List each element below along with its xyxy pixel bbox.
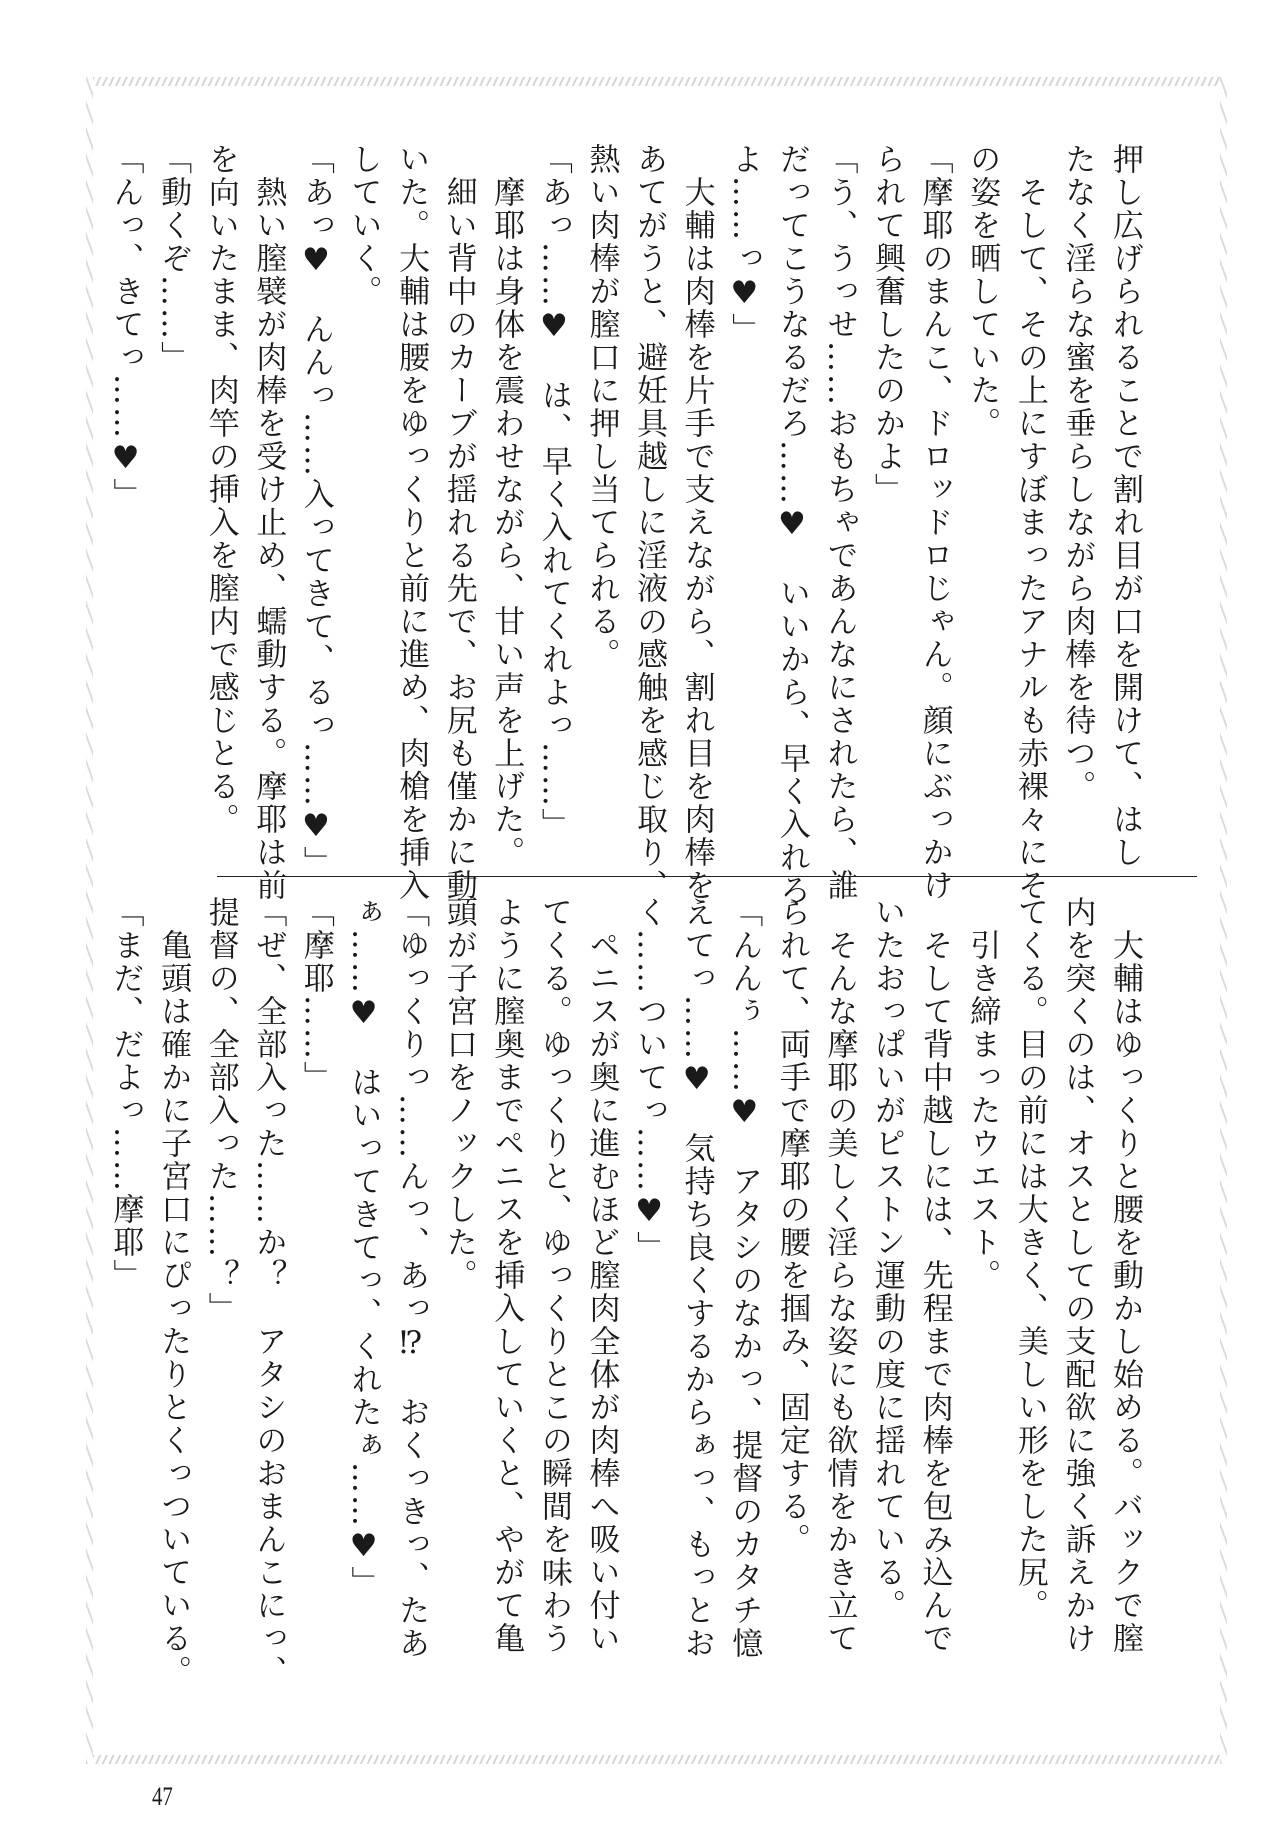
text-column: 熱い肉棒が膣口に押し当てられる。 — [583, 143, 620, 671]
frame-border-right — [1220, 77, 1227, 1764]
text-column: を向いたまま、肉竿の挿入を膣内で感じとる。 — [202, 143, 239, 836]
text-column: 押し広げられることで割れ目が口を開けて、はし — [1107, 143, 1143, 869]
text-column: てくる。ゆっくりと、ゆっくりとこの瞬間を味わう — [535, 896, 572, 1655]
text-column: 「あっ……♥ は、早く入れてくれよっ……」 — [535, 143, 572, 841]
text-column: られて興奮したのかよ」 — [869, 143, 906, 506]
text-column: の姿を晒していた。 — [964, 143, 1001, 440]
frame-border-left — [86, 77, 93, 1764]
text-column: あてがうと、避妊具越しに淫液の感触を感じ取り、 — [631, 143, 668, 902]
text-column: たなく淫らな蜜を垂らしながら肉棒を待つ。 — [1059, 143, 1096, 803]
section-divider — [217, 876, 1197, 877]
text-column: よ……っ♥」 — [726, 143, 763, 346]
text-column: いた。大輔は腰をゆっくりと前に進め、肉槍を挿入 — [393, 143, 430, 902]
text-column: いたおっぱいがピストン運動の度に揺れている。 — [869, 896, 906, 1622]
frame-border-top — [86, 77, 1227, 86]
text-column: そして、その上にすぼまったアナルも赤裸々にそ — [1011, 143, 1048, 902]
text-column: ぁ……♥ はいってきてっ、くれたぁ……♥」 — [345, 896, 382, 1599]
text-column: られて、両手で摩耶の腰を掴み、固定する。 — [773, 896, 810, 1556]
text-column: 「あっ♥ んんっ……入ってきて、るっ……♥」 — [297, 143, 334, 879]
text-column: 細い背中のカーブが揺れる先で、お尻も僅かに動 — [440, 143, 477, 902]
text-column: ように膣奥までペニスを挿入していくと、やがて亀 — [488, 896, 525, 1655]
text-column: 頭が子宮口をノックした。 — [440, 896, 477, 1292]
text-column: だってこうなるだろ……♥ いいから、早く入れろ — [773, 143, 810, 907]
upper-text-block — [107, 143, 1148, 907]
text-column: していく。 — [345, 143, 382, 308]
text-column: 大輔はゆっくりと腰を動かし始める。バックで膣 — [1107, 896, 1143, 1655]
text-column: 「んっ、きてっ……♥」 — [107, 143, 144, 511]
text-column: 「ぜ、全部入った……か？ アタシのおまんこにっ、 — [250, 896, 287, 1688]
text-column: えてっ……♥ 気持ち良くするからぁっ、もっとお — [678, 896, 715, 1660]
text-column: 大輔は肉棒を片手で支えながら、割れ目を肉棒を — [678, 143, 715, 902]
text-column: 摩耶は身体を震わせながら、甘い声を上げた。 — [488, 143, 525, 869]
text-column: 「ゆっくりっ……んっ、あっ⁉ おくっきっ、たあ — [393, 896, 430, 1660]
text-column: 提督の、全部入った……？」 — [202, 896, 239, 1325]
text-column: てくる。目の前には大きく、美しい形をした尻。 — [1011, 896, 1048, 1622]
text-column: 「まだ、だよっ……摩耶」 — [107, 896, 144, 1292]
text-column: 「摩耶のまんこ、ドロッドロじゃん。顔にぶっかけ — [916, 143, 953, 902]
text-column: 「動くぞ……」 — [155, 143, 192, 374]
text-column: く……ついてっ……♥」 — [631, 896, 668, 1264]
text-column: 内を突くのは、オスとしての支配欲に強く訴えかけ — [1059, 896, 1096, 1655]
text-column: 亀頭は確かに子宮口にぴったりとくっついている。 — [155, 896, 192, 1688]
page-number: 47 — [152, 1782, 173, 1811]
text-column: 「う、うっせ……おもちゃであんなにされたら、誰 — [821, 143, 858, 902]
text-column: そして背中越しには、先程まで肉棒を包み込んで — [916, 896, 953, 1655]
text-column: 熱い膣襞が肉棒を受け止め、蠕動する。摩耶は前 — [250, 143, 287, 902]
frame-border-bottom — [86, 1755, 1227, 1764]
text-column: ペニスが奥に進むほど膣肉全体が肉棒へ吸い付い — [583, 896, 620, 1655]
text-column: 「摩耶……」 — [297, 896, 334, 1094]
text-column: 「んんぅ……♥ アタシのなかっ、提督のカタチ憶 — [726, 896, 763, 1660]
lower-text-block — [107, 896, 1148, 1711]
text-column: そんな摩耶の美しく淫らな姿にも欲情をかき立て — [821, 896, 858, 1655]
text-column: 引き締まったウエスト。 — [964, 896, 1001, 1292]
